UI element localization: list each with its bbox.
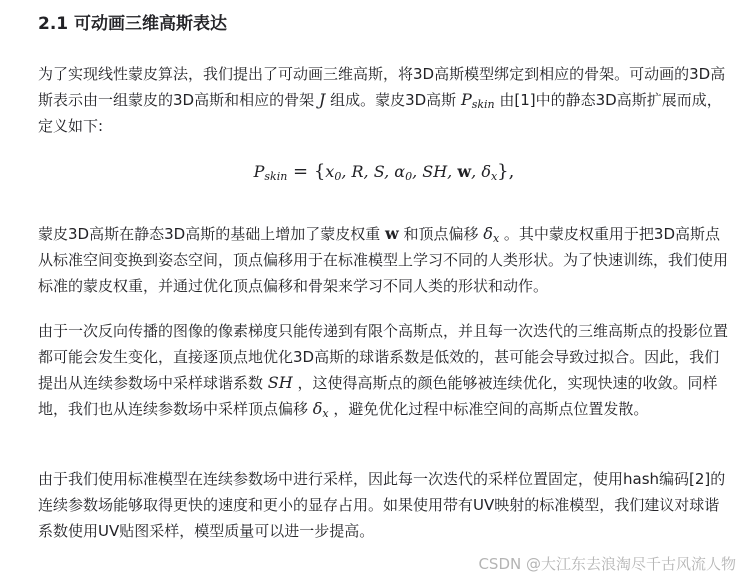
formula-p: P [253,162,265,181]
offset-symbol [483,224,499,243]
p2-text-b: 和顶点偏移 [398,225,484,243]
p3-text-b: ，这使得高斯点的颜色能够被连续优化，实现快速的收敛。同样地，我们也从连续参数场中采样顶点偏移 [38,374,718,418]
offset-symbol-2 [313,399,329,418]
formula-sh: , SH, [412,162,458,181]
skinned-gaussian-symbol [461,90,495,109]
section-heading: 2.1 可动画三维高斯表达 [38,14,228,34]
formula-delta [471,162,497,181]
formula-x-symbol: x [325,162,335,181]
formula-w: w [457,162,472,181]
formula-p-sub: skin [264,170,288,183]
formula-delta-sub: x [490,170,498,183]
formula-x [325,162,341,181]
paragraph-2 [38,221,730,299]
p3-text-a: 由于一次反向传播的图像的像素梯度只能传递到有限个高斯点，并且每一次迭代的三维高斯点的投影位置都可能会发生变化，直接逐顶点地优化3D高斯的球谐系数是低效的，甚可能会导致过拟合。因此，我们提出从连续参数场中采样球谐系数 [38,322,729,392]
paragraph-3 [38,318,730,422]
p2-text-c: 。其中蒙皮权重用于把3D高斯点从标准空间变换到姿态空间，顶点偏移用于在标准模型上学习不同的人类形状。为了快速训练，我们使用标准的蒙皮权重，并通过优化顶点偏移和骨架来学习不同人类的形状和动作。 [38,225,729,295]
formula-x-sub: 0 [334,170,342,183]
paragraph-4: 由于我们使用标准模型在连续参数场中进行采样，因此每一次迭代的采样位置固定，使用hash编码[2]的连续参数场能够取得更快的速度和更小的显存占用。如果使用带有UV映射的标准模型，我们建议对球谐系数使用UV贴图采样，模型质量可以进一步提高。 [38,470,726,540]
p-subscript: skin [471,98,495,111]
p3-text-c: ，避免优化过程中标准空间的高斯点位置发散。 [328,400,649,418]
p1-text-c: 由[1]中的静态3D高斯扩展而成，定义如下: [38,91,722,135]
skeleton-symbol: J [318,90,326,109]
csdn-watermark: CSDN @大江东去浪淘尽千古风流人物 [478,555,736,573]
formula-delta-symbol: , δ [471,162,491,181]
offset-delta-2: δ [312,399,323,418]
p2-text-a: 蒙皮3D高斯在静态3D高斯的基础上增加了蒙皮权重 [38,225,385,243]
p1-text-b: 组成。蒙皮3D高斯 [325,91,461,109]
formula-alpha-sub: 0 [405,170,413,183]
p1-text-a: 为了实现线性蒙皮算法，我们提出了可动画三维高斯，将3D高斯模型绑定到相应的骨架。可动画的3D高斯表示由一组蒙皮的3D高斯和相应的骨架 [38,65,726,109]
offset-sub-2: x [322,407,329,420]
offset-delta: δ [483,224,493,243]
formula-lhs [254,162,288,181]
offset-sub: x [492,232,500,245]
article-body [38,0,730,580]
p-symbol: P [460,90,472,109]
formula-middle [341,162,412,181]
sh-symbol: SH [267,373,293,392]
formula-end: }, [497,161,515,182]
definition-formula [38,157,730,187]
skin-weight-symbol: w [384,224,399,243]
paragraph-1 [38,61,730,139]
formula-mid-text: , R, S, α [341,162,406,181]
formula-eq: = { [287,161,326,182]
